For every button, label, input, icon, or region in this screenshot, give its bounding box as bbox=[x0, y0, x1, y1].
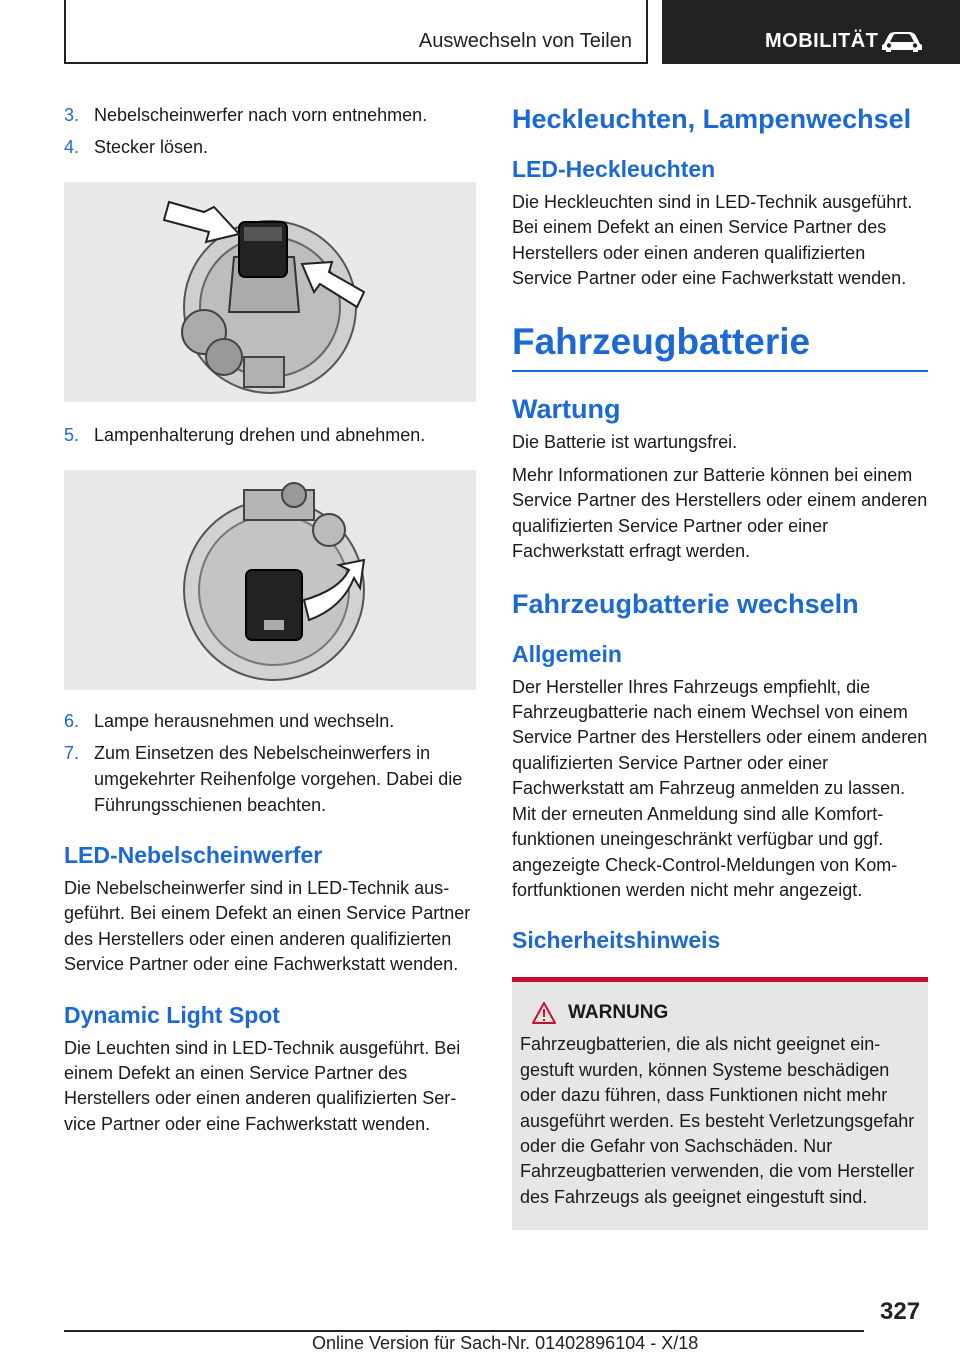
step-text: Zum Einsetzen des Nebelscheinwerfers in umgekehrter Reihenfolge vorgehen. Dabei die Führungsschienen beachten. bbox=[94, 743, 463, 815]
figure-remove-lamp-holder bbox=[64, 470, 476, 690]
maintenance-text-1: Die Batterie ist wartungsfrei. bbox=[512, 431, 738, 452]
step-text: Nebelscheinwerfer nach vorn entnehmen. bbox=[94, 105, 428, 125]
right-column bbox=[512, 102, 928, 1230]
step-text: Lampe herausnehmen und wechseln. bbox=[94, 711, 395, 731]
fog-light-connector-illustration bbox=[64, 182, 476, 402]
maintenance-text-2: Mehr Informationen zur Batterie können bei einem Service Partner des Herstellers oder einem anderen qualifizierten Service Partner oder einer Fachwerkstatt erfragt werden. bbox=[512, 465, 928, 562]
step-text: Stecker lösen. bbox=[94, 137, 209, 157]
footer-version-text: Online Version für Sach-Nr. 01402896104 - X/18 bbox=[312, 1333, 699, 1353]
footer-divider bbox=[64, 1330, 864, 1332]
led-rear-lights-text: Die Heckleuchten sind in LED-Technik ausgeführt. Bei einem Defekt an einen Service Partner des Herstellers oder einen anderen qualifizierten Service Partner oder eine Fachwerkstatt wenden. bbox=[512, 192, 913, 289]
step-number: 7. bbox=[64, 743, 80, 763]
safety-heading: Sicherheitshinweis bbox=[512, 927, 721, 954]
step-7 bbox=[64, 740, 476, 818]
car-icon bbox=[880, 29, 924, 53]
figure-unplug-connector bbox=[64, 182, 476, 402]
warning-box bbox=[512, 977, 928, 1230]
led-rear-lights-heading: LED-Heckleuchten bbox=[512, 156, 716, 182]
battery-heading: Fahrzeugbatterie bbox=[512, 320, 928, 372]
left-column bbox=[64, 102, 476, 1137]
warning-triangle-icon bbox=[532, 1002, 556, 1024]
step-number: 3. bbox=[64, 105, 80, 125]
led-fog-text: Die Nebelscheinwerfer sind in LED-Technik ausgeführt. Bei einem Defekt an einen Service Partner des Herstellers oder einen anderen qualifizierten Service Partner oder eine Fachwerkstatt wenden. bbox=[64, 878, 471, 975]
step-6 bbox=[64, 708, 476, 734]
general-heading: Allgemein bbox=[512, 640, 622, 667]
step-5 bbox=[64, 422, 476, 448]
step-number: 4. bbox=[64, 137, 80, 157]
header-section-title: Auswechseln von Teilen bbox=[418, 30, 632, 52]
step-number: 6. bbox=[64, 711, 80, 731]
warning-label: WARNUNG bbox=[568, 1002, 669, 1024]
header-section-tab bbox=[64, 0, 648, 64]
general-text: Der Hersteller Ihres Fahrzeugs empfiehlt, die Fahrzeugbatterie nach einem Wechsel von einem Service Partner des Herstellers oder einem anderen qualifizierten Service Partner oder einer Fachwerkstatt am Fahrzeug anmelden zu lassen. Mit der erneuten Anmeldung sind alle Komfortfunktionen uneingeschränkt verfügbar und ggf. angezeigte Check-Control-Meldungen von Komfortfunktionen werden nicht mehr angezeigt. bbox=[512, 676, 928, 900]
step-number: 5. bbox=[64, 425, 80, 445]
dynamic-light-spot-text: Die Leuchten sind in LED-Technik ausgeführt. Bei einem Defekt an einen Service Partner des Herstellers oder einen anderen qualifizierten Service Partner oder eine Fachwerkstatt wenden. bbox=[64, 1037, 461, 1134]
page-number: 327 bbox=[880, 1298, 921, 1325]
rear-lights-heading: Heckleuchten, Lampenwechsel bbox=[512, 104, 912, 134]
lamp-holder-illustration bbox=[64, 470, 476, 690]
step-3 bbox=[64, 102, 476, 128]
warning-header bbox=[520, 1002, 920, 1024]
step-text: Lampenhalterung drehen und abnehmen. bbox=[94, 425, 426, 445]
maintenance-heading: Wartung bbox=[512, 393, 621, 424]
warning-text: Fahrzeugbatterien, die als nicht geeignet eingestuft wurden, können Systeme beschädigen oder dazu führen, dass Funktionen nicht mehr ausgeführt werden. Es besteht Verletzungsgefahr oder die Gefahr von Sachschäden. Nur Fahrzeugbatterien verwenden, die vom Hersteller des Fahrzeugs als geeignet eingestuft sind. bbox=[520, 1034, 915, 1207]
header-chapter-title: MOBILITÄT bbox=[765, 30, 879, 52]
battery-change-heading: Fahrzeugbatterie wechseln bbox=[512, 588, 859, 619]
step-4 bbox=[64, 134, 476, 160]
dynamic-light-spot-heading: Dynamic Light Spot bbox=[64, 1001, 280, 1028]
led-fog-heading: LED-Nebelscheinwerfer bbox=[64, 842, 323, 868]
